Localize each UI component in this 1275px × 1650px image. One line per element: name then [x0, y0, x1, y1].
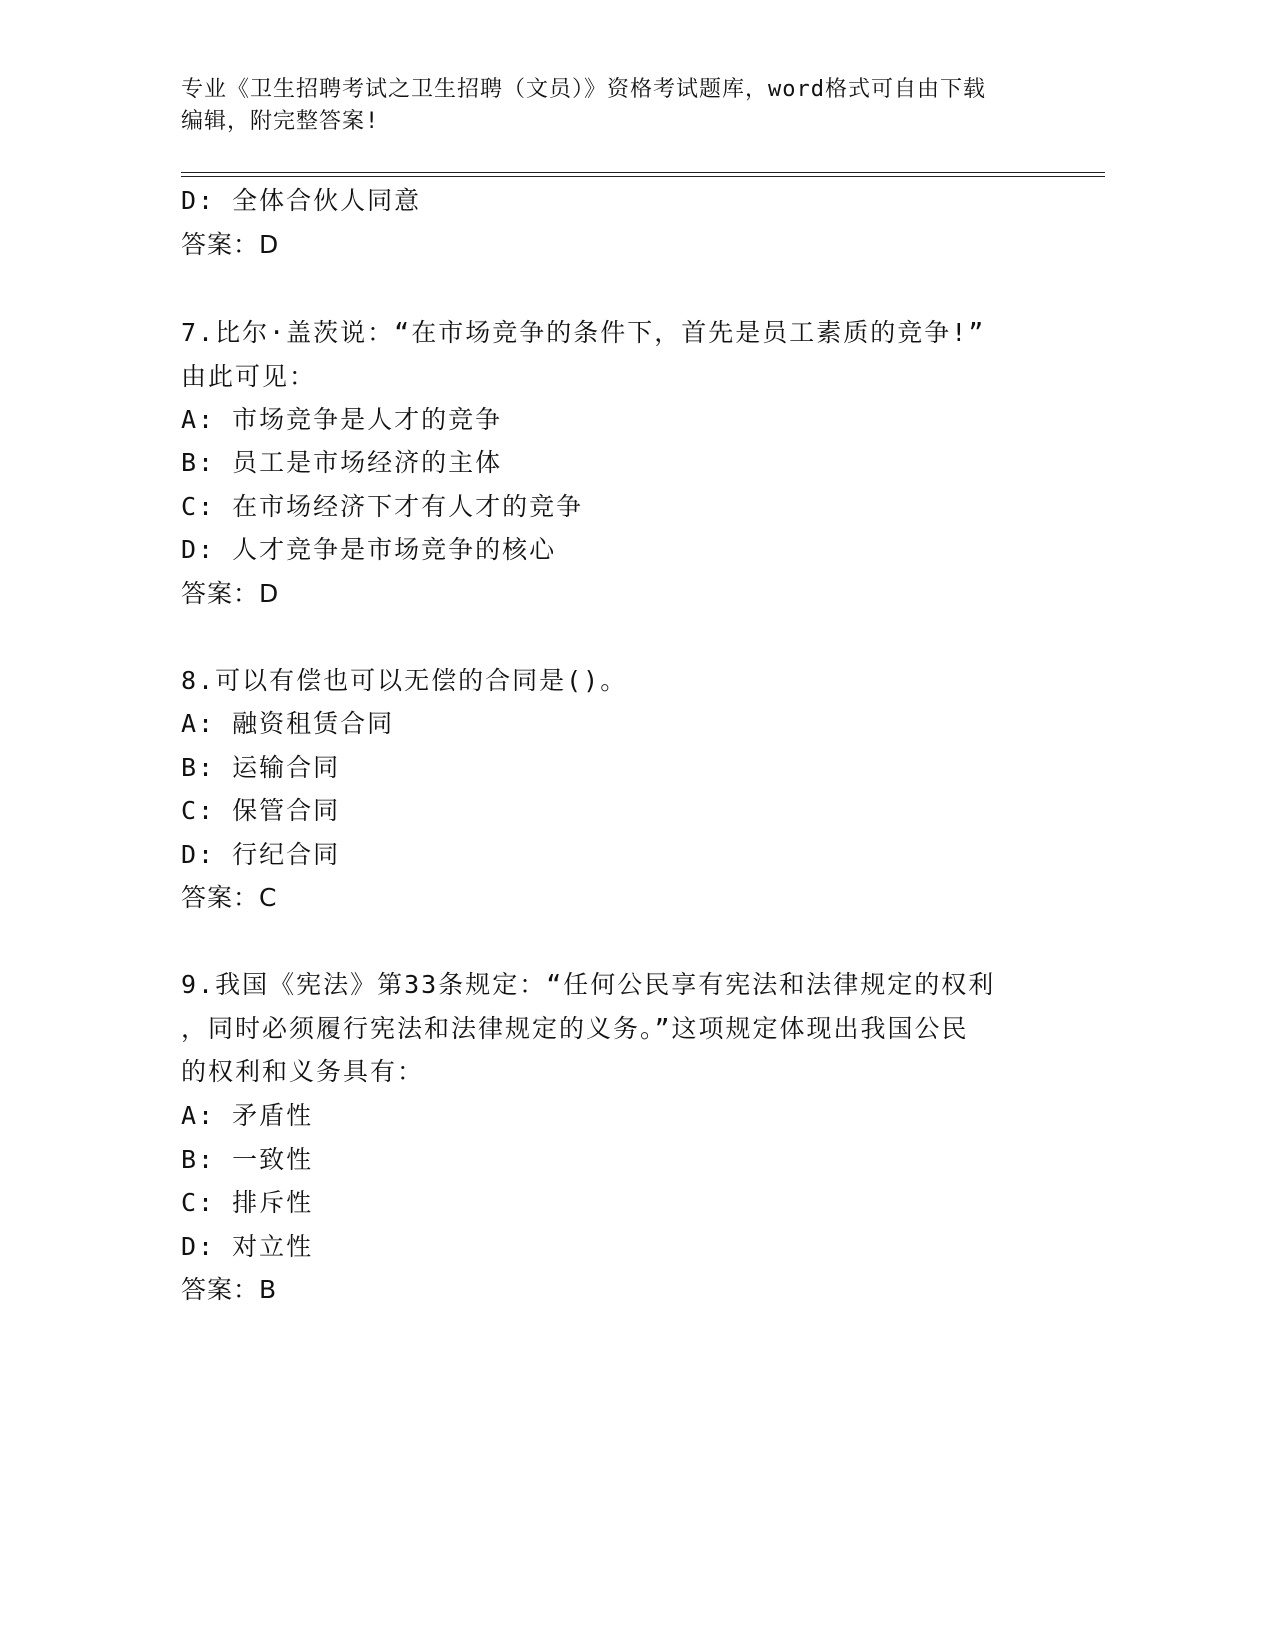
- question-9-stem-line-1: 9.我国《宪法》第33条规定：“任何公民享有宪法和法律规定的权利: [181, 970, 996, 999]
- question-9-option-a: A: 矛盾性: [181, 1101, 314, 1130]
- question-9-stem-line-3: 的权利和义务具有：: [181, 1057, 425, 1086]
- question-8-option-a: A: 融资租赁合同: [181, 709, 395, 738]
- question-7-option-a: A: 市场竞争是人才的竞争: [181, 405, 503, 434]
- question-8-option-b: B: 运输合同: [181, 753, 341, 782]
- question-7-stem-line-1: 7.比尔·盖茨说：“在市场竞争的条件下，首先是员工素质的竞争!”: [181, 318, 986, 347]
- question-9-answer: 答案：B: [181, 1275, 278, 1304]
- header-line-2: 编辑，附完整答案!: [181, 109, 380, 134]
- question-9-option-d: D: 对立性: [181, 1232, 314, 1261]
- question-7-stem-line-2: 由此可见：: [181, 362, 317, 391]
- question-8-stem-line-1: 8.可以有偿也可以无偿的合同是()。: [181, 666, 628, 695]
- header-divider-top: [181, 172, 1105, 173]
- question-9-option-b: B: 一致性: [181, 1145, 314, 1174]
- question-9-stem-line-2: ，同时必须履行宪法和法律规定的义务。”这项规定体现出我国公民: [181, 1014, 969, 1043]
- header-divider-bottom: [181, 176, 1105, 177]
- question-8-option-c: C: 保管合同: [181, 796, 341, 825]
- question-7-option-d: D: 人才竞争是市场竞争的核心: [181, 535, 557, 564]
- document-header: [181, 74, 1061, 138]
- question-9-option-c: C: 排斥性: [181, 1188, 314, 1217]
- fragment-option-d: D: 全体合伙人同意: [181, 186, 422, 215]
- question-7-option-c: C: 在市场经济下才有人才的竞争: [181, 492, 584, 521]
- question-8-answer: 答案：C: [181, 883, 278, 912]
- question-7-option-b: B: 员工是市场经济的主体: [181, 448, 503, 477]
- question-8-option-d: D: 行纪合同: [181, 840, 341, 869]
- header-line-1: 专业《卫生招聘考试之卫生招聘（文员）》资格考试题库，word格式可自由下载: [181, 77, 986, 102]
- question-7-answer: 答案：D: [181, 579, 280, 608]
- fragment-answer: 答案：D: [181, 230, 280, 259]
